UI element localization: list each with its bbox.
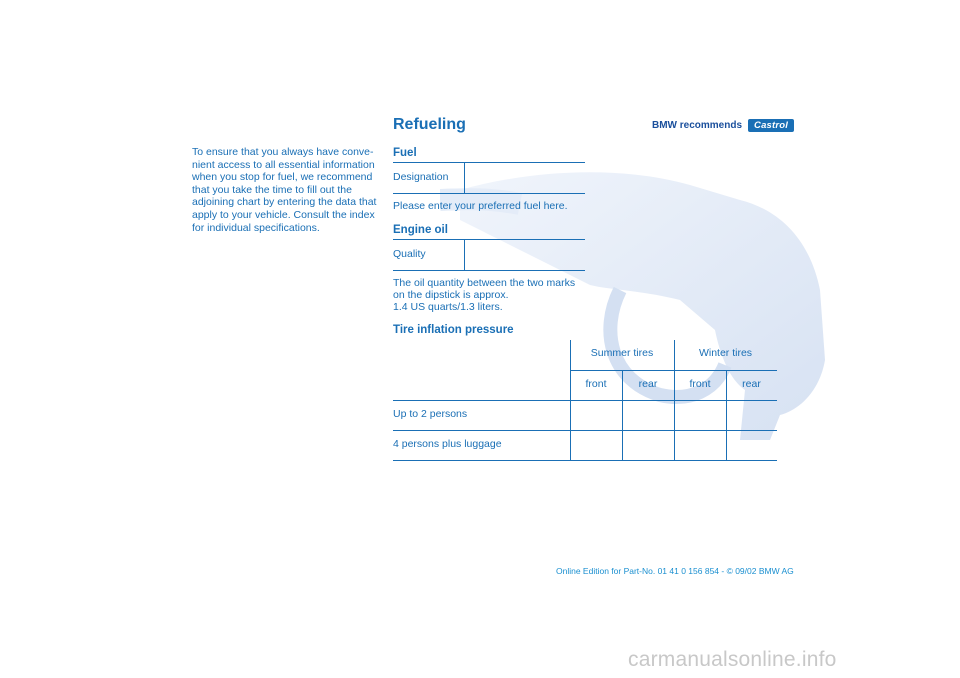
engine-oil-note-line: 1.4 US quarts/1.3 liters. — [393, 301, 503, 314]
fuel-note: Please enter your preferred fuel here. — [393, 200, 568, 212]
tire-position-label: rear — [742, 378, 761, 390]
intro-line: that you take the time to fill out the — [192, 183, 352, 196]
footer-edition-note: Online Edition for Part-No. 01 41 0 156 854 - © 09/02 BMW AG — [556, 566, 794, 576]
engine-oil-quality-field[interactable] — [466, 241, 584, 269]
pressure-cell[interactable] — [727, 401, 777, 430]
pressure-cell[interactable] — [623, 431, 674, 460]
fuel-heading: Fuel — [393, 147, 417, 159]
fuel-designation-label: Designation — [393, 171, 449, 183]
engine-oil-note-line: on the dipstick is approx. — [393, 289, 509, 302]
engine-oil-note — [393, 277, 575, 314]
tire-group-summer: Summer tires — [590, 347, 654, 359]
intro-line: nient access to all essential information — [192, 158, 375, 171]
intro-line: To ensure that you always have conve- — [192, 146, 374, 158]
tire-row-label: 4 persons plus luggage — [393, 438, 502, 450]
intro-line: for individual specifications. — [192, 221, 320, 234]
pressure-cell[interactable] — [571, 431, 622, 460]
divider — [464, 162, 465, 193]
divider — [393, 193, 585, 194]
pressure-cell[interactable] — [675, 431, 726, 460]
divider — [393, 162, 585, 163]
intro-line: when you stop for fuel, we recommend — [192, 171, 373, 184]
tire-pressure-heading: Tire inflation pressure — [393, 324, 514, 336]
page-title: Refueling — [393, 116, 466, 133]
engine-oil-quality-label: Quality — [393, 248, 426, 260]
intro-paragraph — [192, 146, 384, 234]
engine-oil-note-line: The oil quantity between the two marks — [393, 277, 576, 289]
fuel-designation-field[interactable] — [466, 164, 584, 192]
pressure-cell[interactable] — [675, 401, 726, 430]
pressure-cell[interactable] — [727, 431, 777, 460]
engine-oil-heading: Engine oil — [393, 224, 448, 236]
castrol-logo: Castrol — [748, 119, 794, 132]
divider — [393, 239, 585, 240]
pressure-cell[interactable] — [571, 401, 622, 430]
pressure-cell[interactable] — [623, 401, 674, 430]
brand-recommendation — [652, 119, 794, 132]
tire-position-label: front — [585, 378, 607, 390]
divider — [393, 270, 585, 271]
divider — [393, 460, 777, 461]
tire-row-label: Up to 2 persons — [393, 408, 468, 420]
tire-group-winter: Winter tires — [698, 347, 753, 359]
divider — [464, 239, 465, 270]
tire-position-label: rear — [638, 378, 658, 390]
tire-position-label: front — [689, 378, 711, 390]
brand-text: BMW recommends — [652, 120, 743, 131]
watermark: carmanualsonline.info — [628, 648, 837, 671]
intro-line: adjoining chart by entering the data that — [192, 196, 377, 209]
intro-line: apply to your vehicle. Consult the index — [192, 208, 375, 221]
